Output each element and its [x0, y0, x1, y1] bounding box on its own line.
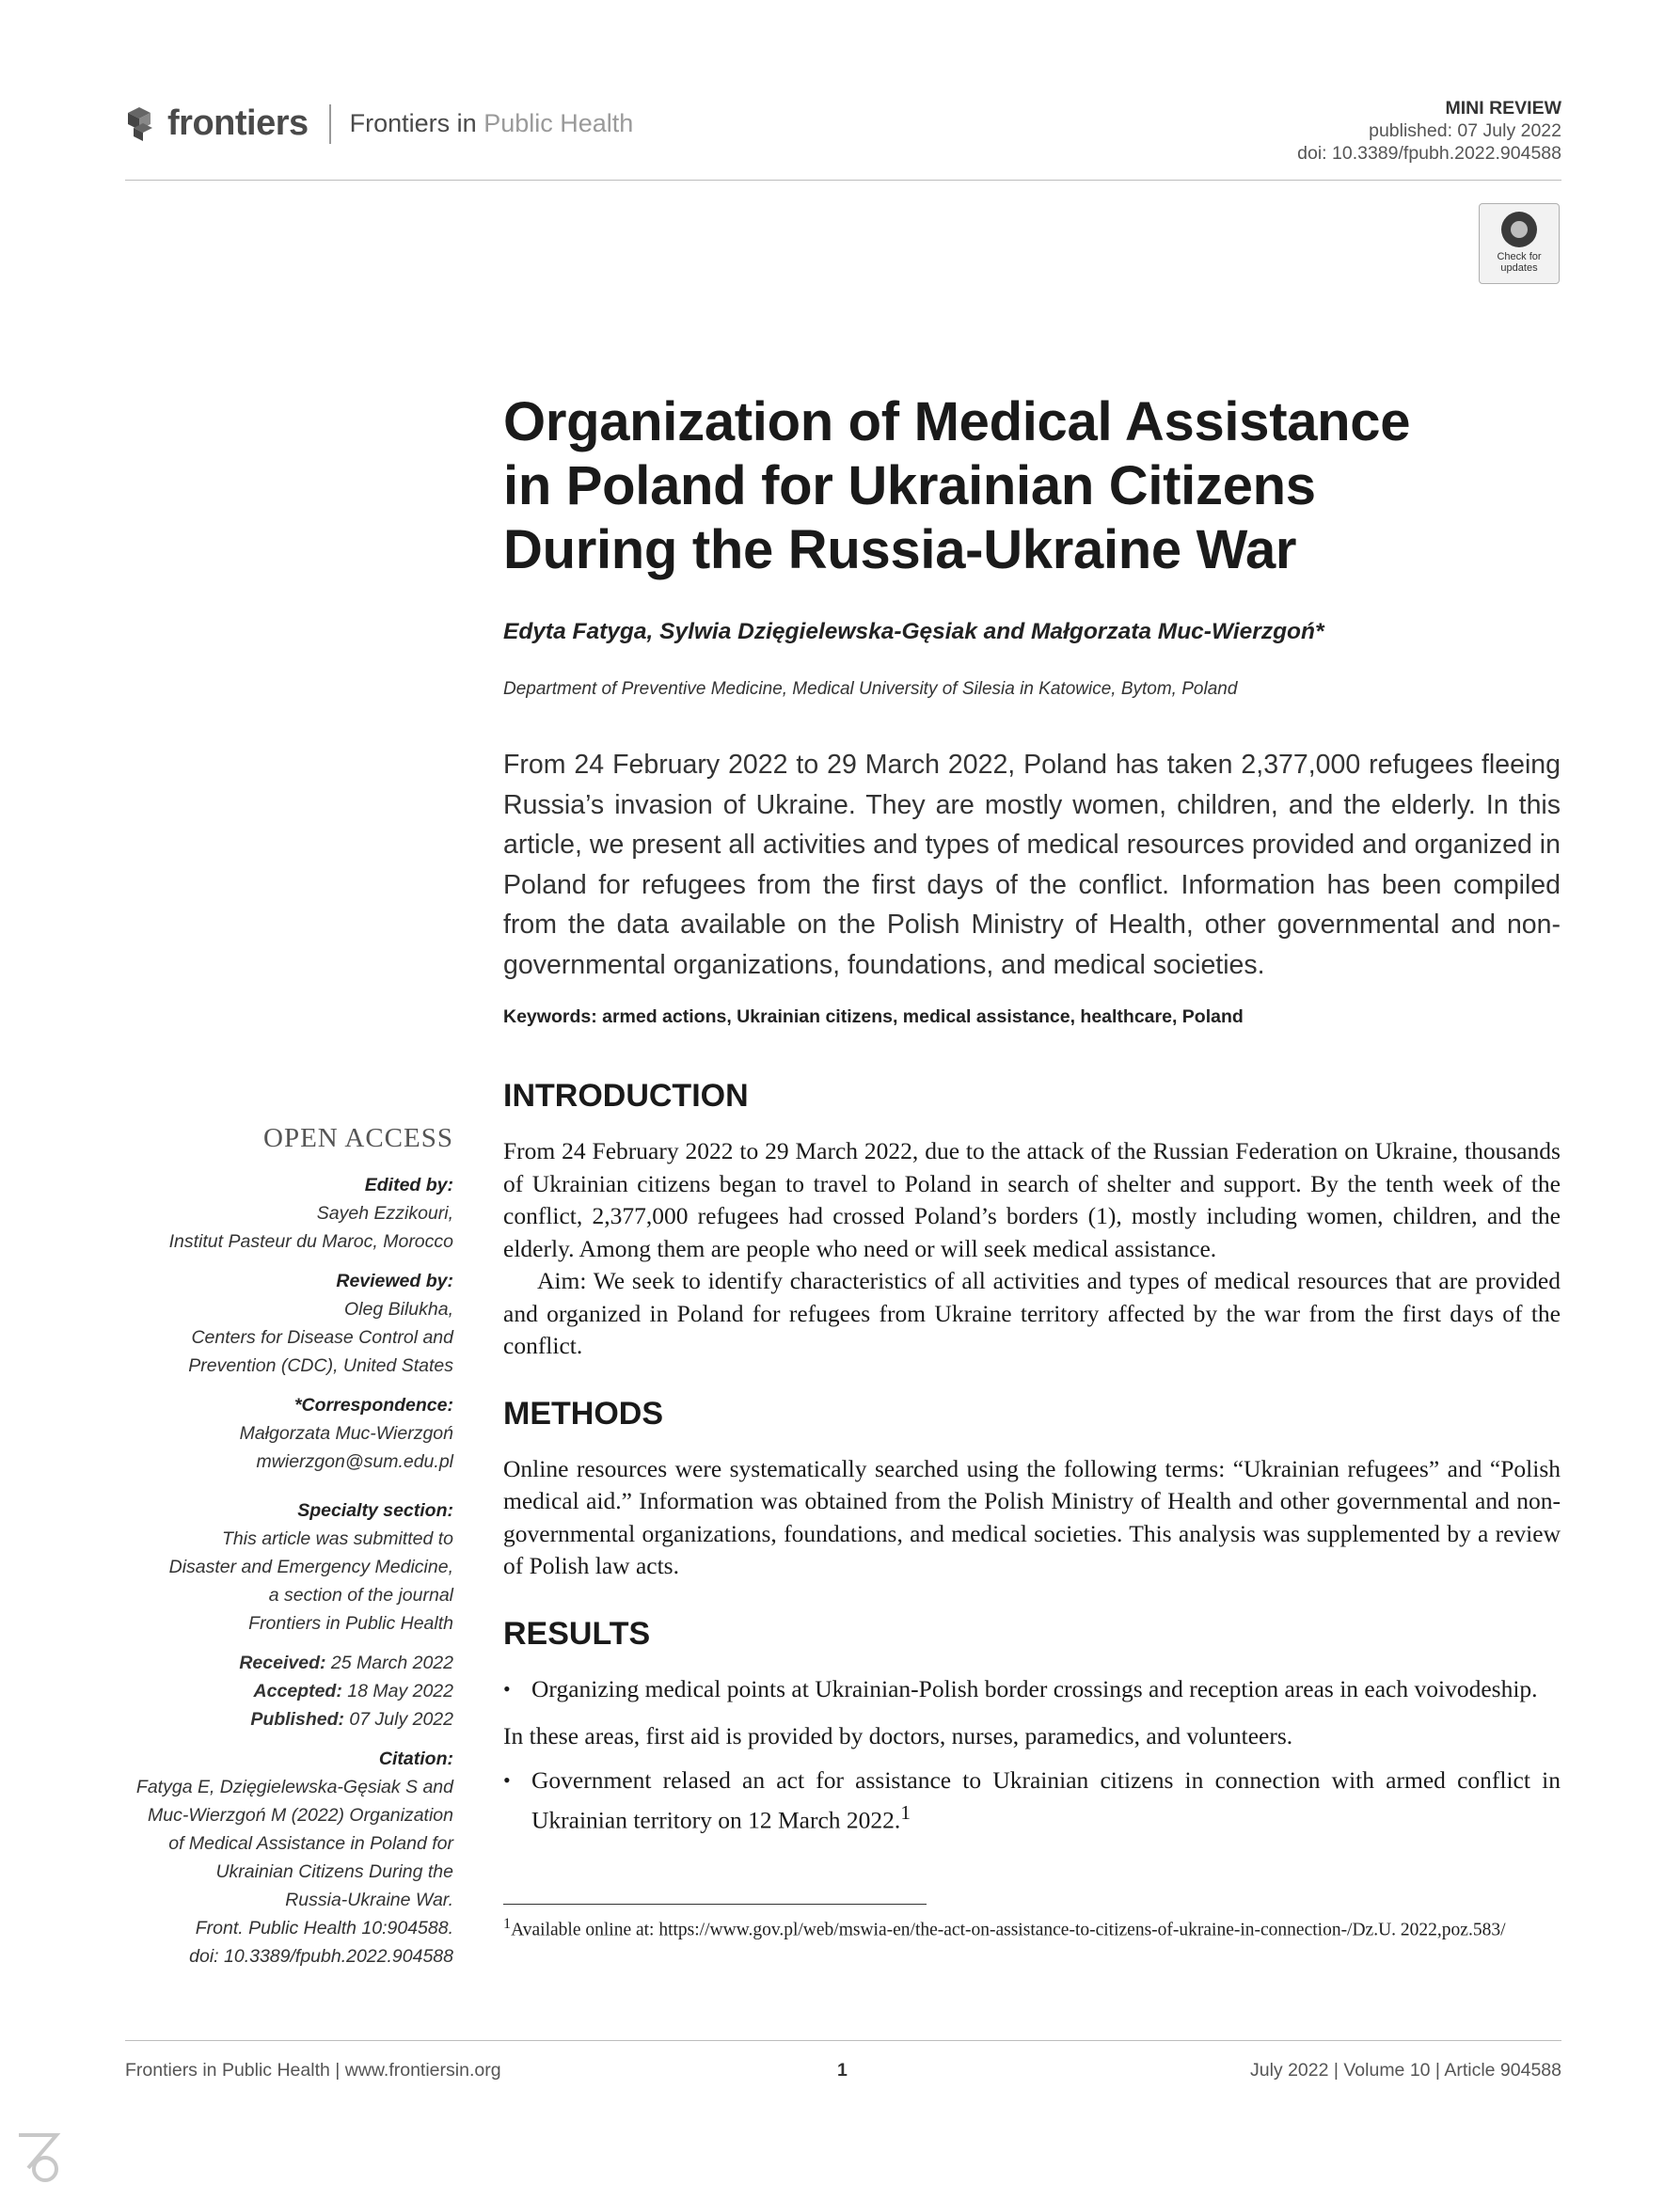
journal-field: Public Health	[483, 109, 634, 137]
published-label: Published:	[250, 1709, 344, 1730]
footnote-mark: 1	[503, 1915, 512, 1932]
logo-divider	[329, 104, 331, 144]
results-heading: RESULTS	[503, 1615, 651, 1652]
results-paragraph: In these areas, first aid is provided by doctors, nurses, paramedics, and volunteers.	[503, 1722, 1293, 1749]
article-doi[interactable]: doi: 10.3389/fpubh.2022.904588	[1297, 143, 1561, 164]
journal-prefix: Frontiers in	[349, 109, 477, 137]
footer-issue-info: July 2022 | Volume 10 | Article 904588	[1249, 2060, 1561, 2081]
accepted-row	[94, 1677, 453, 1705]
footer-journal-link[interactable]: Frontiers in Public Health | www.frontiersin.org	[125, 2060, 501, 2081]
page-number: 1	[837, 2060, 848, 2081]
citation-line-1: Fatyga E, Dzięgielewska-Gęsiak S and	[135, 1777, 453, 1797]
keywords: Keywords: armed actions, Ukrainian citizens, medical assistance, healthcare, Poland	[503, 1006, 1244, 1027]
reviewer-affiliation-2: Prevention (CDC), United States	[188, 1355, 453, 1376]
bullet-2-text: Government relased an act for assistance to Ukrainian citizens in connection with armed conflict in Ukrainian territory on 12 March 2022.	[531, 1765, 1561, 1834]
correspondence-email[interactable]: mwierzgon@sum.edu.pl	[256, 1451, 453, 1472]
correspondence-label: *Correspondence:	[293, 1395, 453, 1416]
journal-name	[350, 109, 634, 138]
published-date-sidebar: 07 July 2022	[349, 1709, 453, 1730]
published-row	[94, 1705, 453, 1733]
published-date: published: 07 July 2022	[1369, 120, 1561, 141]
title-line-1: Organization of Medical Assistance	[503, 391, 1411, 452]
article-title	[503, 390, 1566, 582]
footnote-ref[interactable]: 1	[900, 1801, 911, 1824]
reviewed-by-label: Reviewed by:	[336, 1271, 453, 1291]
footnote-divider	[503, 1904, 927, 1905]
bullet-text: Organizing medical points at Ukrainian-Polish border crossings and reception areas in each voivodeship.	[531, 1674, 1538, 1702]
citation-line-4: Ukrainian Citizens During the	[215, 1861, 453, 1882]
article-body	[503, 1077, 1561, 1852]
reviewer-name[interactable]: Oleg Bilukha,	[344, 1299, 453, 1320]
correspondence-name: Małgorzata Muc-Wierzgoń	[239, 1423, 453, 1444]
article-info-sidebar	[94, 1124, 453, 1982]
edited-by-label: Edited by:	[364, 1175, 453, 1195]
results-bullet-2	[503, 1765, 1561, 1838]
citation-doi[interactable]: doi: 10.3389/fpubh.2022.904588	[189, 1946, 453, 1967]
authors: Edyta Fatyga, Sylwia Dzięgielewska-Gęsiak and Małgorzata Muc-Wierzgoń*	[503, 619, 1324, 644]
check-label-1: Check for	[1497, 251, 1542, 262]
footnote	[503, 1909, 1561, 1945]
specialty-line-2: Disaster and Emergency Medicine,	[168, 1557, 453, 1577]
abstract: From 24 February 2022 to 29 March 2022, Poland has taken 2,377,000 refugees fleeing Russia’s invasion of Ukraine. They are mostly women, children, and the elderly. In this article, we present all activities and types of medical resources provided and organized in Poland for refugees from the first days of the conflict. Information has been compiled from the data available on the Polish Ministry of Health, other governmental and non-governmental organizations, foundations, and medical societies.	[503, 750, 1561, 980]
specialty-line-4: Frontiers in Public Health	[248, 1613, 453, 1634]
citation-line-6: Front. Public Health 10:904588.	[195, 1918, 453, 1939]
bullet-icon: •	[503, 1676, 511, 1701]
edited-by-group	[94, 1171, 453, 1256]
footnote-text[interactable]: Available online at: https://www.gov.pl/web/mswia-en/the-act-on-assistance-to-citizens-of-ukraine-in-connection-/Dz.U. 2022,poz.583/	[511, 1920, 1506, 1940]
methods-heading: METHODS	[503, 1395, 663, 1432]
bullet-icon: •	[503, 1767, 511, 1792]
received-row	[94, 1649, 453, 1677]
introduction-heading: INTRODUCTION	[503, 1078, 749, 1114]
citation-line-2: Muc-Wierzgoń M (2022) Organization	[148, 1805, 453, 1826]
editor-name[interactable]: Sayeh Ezzikouri,	[316, 1203, 453, 1224]
logo-wordmark: frontiers	[167, 103, 309, 143]
received-label: Received:	[239, 1653, 326, 1673]
received-date: 25 March 2022	[330, 1653, 453, 1673]
citation-line-3: of Medical Assistance in Poland for	[168, 1833, 453, 1854]
title-line-3: During the Russia-Ukraine War	[503, 519, 1297, 580]
footer-divider	[125, 2040, 1561, 2041]
results-section	[503, 1615, 1561, 1838]
citation-label: Citation:	[378, 1749, 453, 1769]
specialty-label: Specialty section:	[297, 1500, 453, 1521]
specialty-line-3: a section of the journal	[268, 1585, 453, 1606]
check-for-updates-button[interactable]	[1479, 203, 1560, 284]
dates-group	[94, 1649, 453, 1733]
frontiers-logo-icon	[124, 105, 158, 143]
accepted-label: Accepted:	[253, 1681, 342, 1701]
correspondence-group	[94, 1391, 453, 1476]
results-bullet-1	[503, 1673, 1561, 1706]
introduction-paragraph-2: Aim: We seek to identify characteristics of all activities and types of medical resources that are provided and organized in Poland for refugees from Ukraine territory affected by the war from the first days of the conflict.	[503, 1267, 1561, 1359]
introduction-section	[503, 1077, 1561, 1363]
editor-affiliation: Institut Pasteur du Maroc, Morocco	[168, 1231, 453, 1252]
reviewer-affiliation-1: Centers for Disease Control and	[191, 1327, 453, 1348]
journal-logo[interactable]	[124, 103, 633, 144]
accepted-date: 18 May 2022	[347, 1681, 453, 1701]
specialty-section-group	[94, 1496, 453, 1638]
citation-line-5: Russia-Ukraine War.	[285, 1890, 453, 1910]
header-divider	[125, 180, 1561, 181]
title-line-2: in Poland for Ukrainian Citizens	[503, 455, 1316, 516]
article-meta	[1297, 97, 1561, 165]
reviewed-by-group	[94, 1267, 453, 1380]
citation-group	[94, 1745, 453, 1971]
specialty-line-1: This article was submitted to	[221, 1528, 453, 1549]
introduction-paragraph-1: From 24 February 2022 to 29 March 2022, due to the attack of the Russian Federation on Ukraine, thousands of Ukrainian citizens began to travel to Poland in search of shelter and support. By the tenth week of the conflict, 2,377,000 refugees had crossed Poland’s borders (1), mostly including women, children, and the elderly. Among them are people who need or will seek medical assistance.	[503, 1137, 1561, 1262]
corner-mark-icon	[0, 2116, 75, 2192]
open-access-label: OPEN ACCESS	[263, 1123, 453, 1153]
affiliation: Department of Preventive Medicine, Medical University of Silesia in Katowice, Bytom, Poland	[503, 679, 1238, 699]
bullet-text	[531, 1765, 1561, 1838]
check-label-2: updates	[1500, 262, 1538, 274]
article-type: MINI REVIEW	[1445, 98, 1561, 119]
methods-paragraph: Online resources were systematically searched using the following terms: “Ukrainian refugees” and “Polish medical aid.” Information was obtained from the Polish Ministry of Health and other governmental and non-governmental organizations, foundations, and medical societies. This analysis was supplemented by a review of Polish law acts.	[503, 1454, 1561, 1579]
check-updates-icon	[1501, 212, 1537, 247]
methods-section	[503, 1395, 1561, 1583]
